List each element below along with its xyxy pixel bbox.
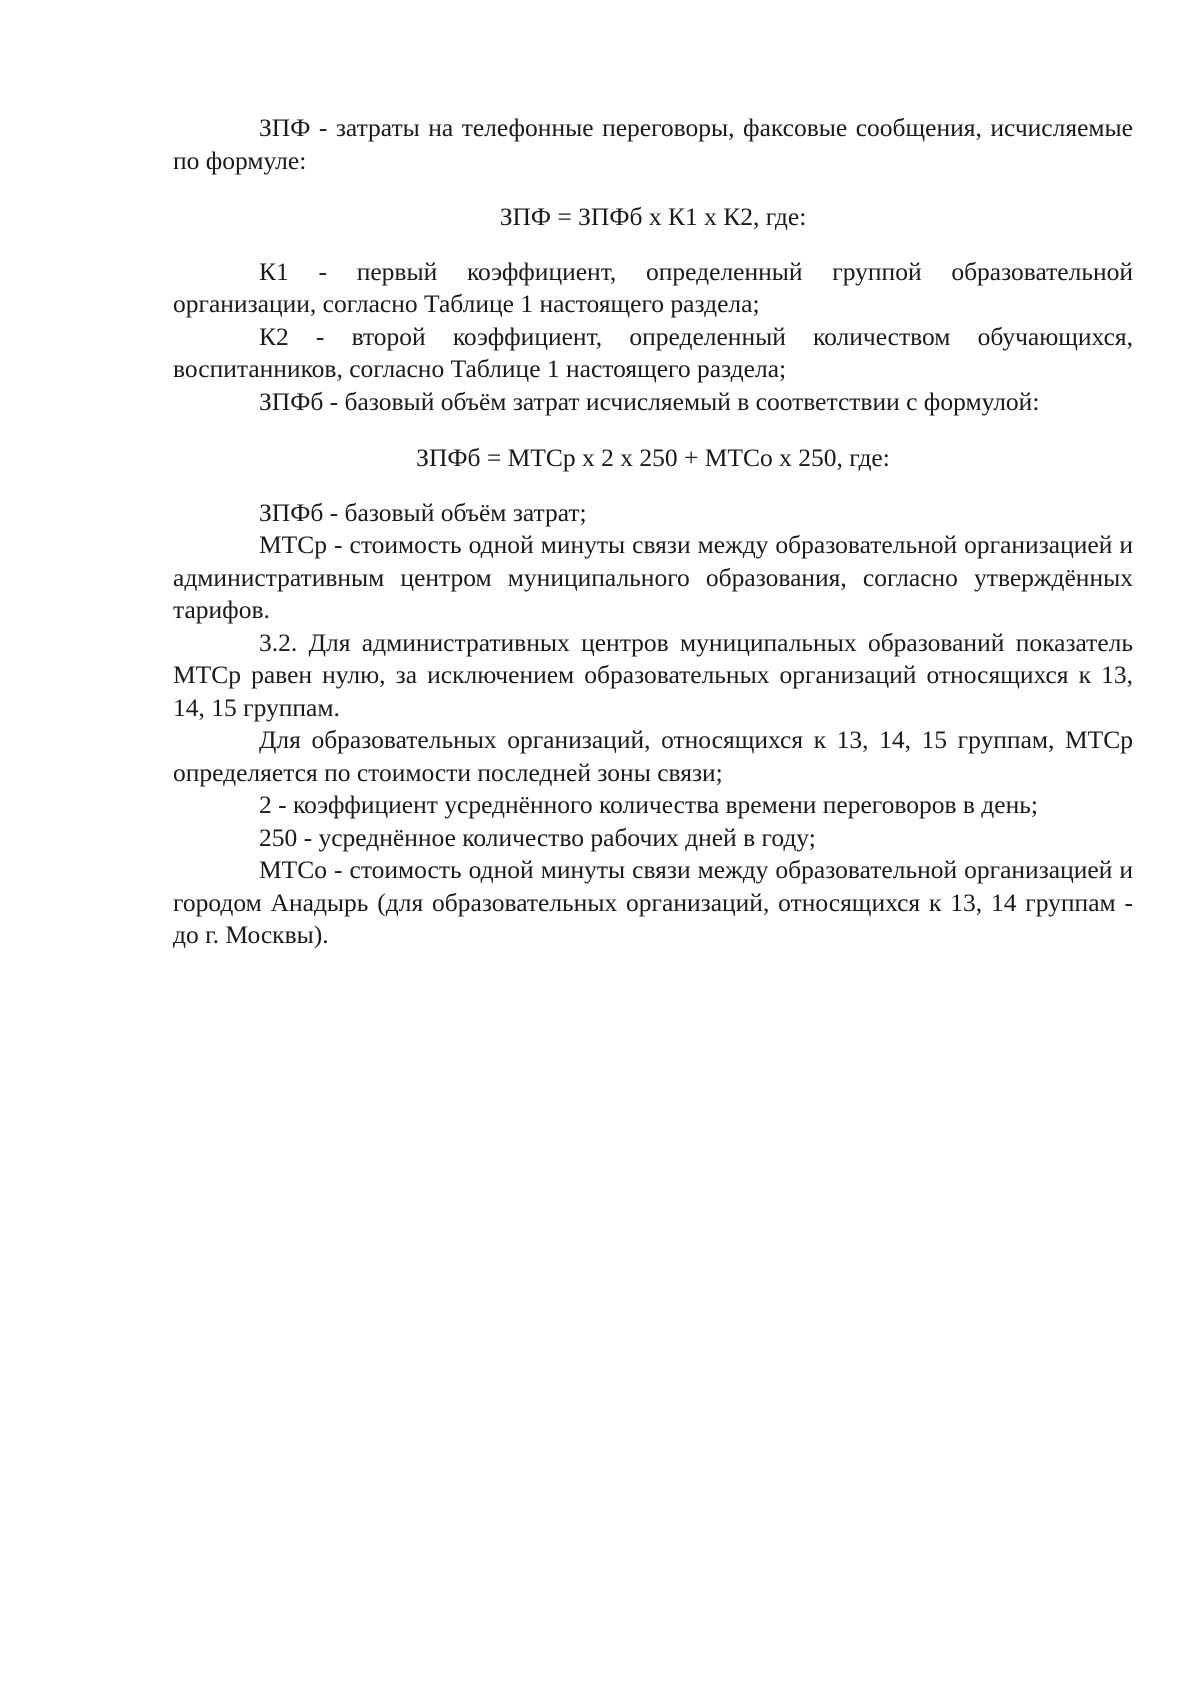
paragraph-section-3-2: 3.2. Для административных центров муниципальных образований показатель МТСр равен нулю, за исключением образовательных организаций относящихся к 13, 14, 15 группам. [173, 627, 1133, 722]
paragraph-mtso-definition: МТСо - стоимость одной минуты связи между образовательной организацией и городом Анадырь (для образовательных организаций, относящихся к 13, 14 группам - до г. Москвы). [173, 855, 1133, 949]
document-body [173, 112, 1133, 952]
paragraph-zpfb-base: ЗПФб - базовый объём затрат; [259, 497, 587, 527]
formula-zpfb: ЗПФб = МТСр х 2 х 250 + МТСо х 250, где: [416, 443, 890, 472]
paragraph-working-days-250: 250 - усреднённое количество рабочих дней в году; [259, 822, 816, 852]
paragraph-k2-definition: К2 - второй коэффициент, определенный количеством обучающихся, воспитанников, согласно Таблице 1 настоящего раздела; [173, 321, 1133, 383]
paragraph-zpfb-definition: ЗПФб - базовый объём затрат исчисляемый в соответствии с формулой: [259, 386, 1040, 416]
paragraph-coefficient-2: 2 - коэффициент усреднённого количества времени переговоров в день; [259, 790, 1038, 819]
formula-zpf: ЗПФ = ЗПФб х К1 х К2, где: [499, 202, 807, 231]
paragraph-groups-13-15: Для образовательных организаций, относящихся к 13, 14, 15 группам, МТСр определяется по стоимости последней зоны связи; [173, 725, 1133, 787]
paragraph-zpf-definition: ЗПФ - затраты на телефонные переговоры, факсовые сообщения, исчисляемые по формуле: [173, 113, 1133, 175]
paragraph-k1-definition: К1 - первый коэффициент, определенный группой образовательной организации, согласно Таблице 1 настоящего раздела; [173, 256, 1133, 318]
paragraph-mtsr-definition: МТСр - стоимость одной минуты связи между образовательной организацией и административным центром муниципального образования, согласно утверждённых тарифов. [173, 530, 1133, 624]
